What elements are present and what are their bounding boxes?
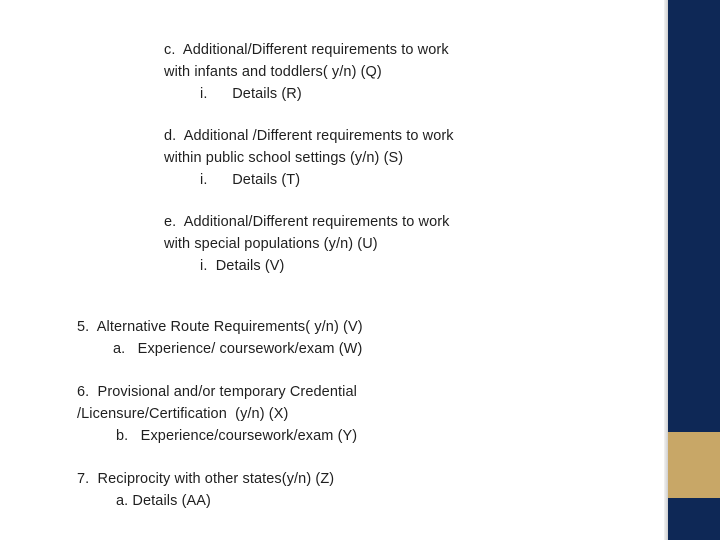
item-7-sub: a. Details (AA) <box>116 493 211 509</box>
item-c-details: i. Details (R) <box>200 86 302 102</box>
item-e-details: i. Details (V) <box>200 258 285 274</box>
item-d-details: i. Details (T) <box>200 172 301 188</box>
sidebar-navy-band-bottom <box>668 498 720 540</box>
item-d-line-1: d. Additional /Different requirements to work <box>164 128 454 144</box>
item-e-line-1: e. Additional/Different requirements to work <box>164 214 450 230</box>
sidebar-gold-band <box>668 432 720 498</box>
item-6-line-1: 6. Provisional and/or temporary Credential <box>77 384 357 400</box>
item-5-line-1: 5. Alternative Route Requirements( y/n) (V) <box>77 319 363 335</box>
item-e-line-2: with special populations (y/n) (U) <box>164 236 378 252</box>
item-7-line-1: 7. Reciprocity with other states(y/n) (Z) <box>77 471 335 487</box>
item-c-line-2: with infants and toddlers( y/n) (Q) <box>164 64 382 80</box>
item-c-line-1: c. Additional/Different requirements to work <box>164 42 449 58</box>
item-6-sub: b. Experience/coursework/exam (Y) <box>116 428 358 444</box>
sidebar-navy-band-top <box>668 0 720 432</box>
item-d-line-2: within public school settings (y/n) (S) <box>164 150 404 166</box>
item-6-line-2: /Licensure/Certification (y/n) (X) <box>77 406 289 422</box>
item-5-sub: a. Experience/ coursework/exam (W) <box>113 341 363 357</box>
